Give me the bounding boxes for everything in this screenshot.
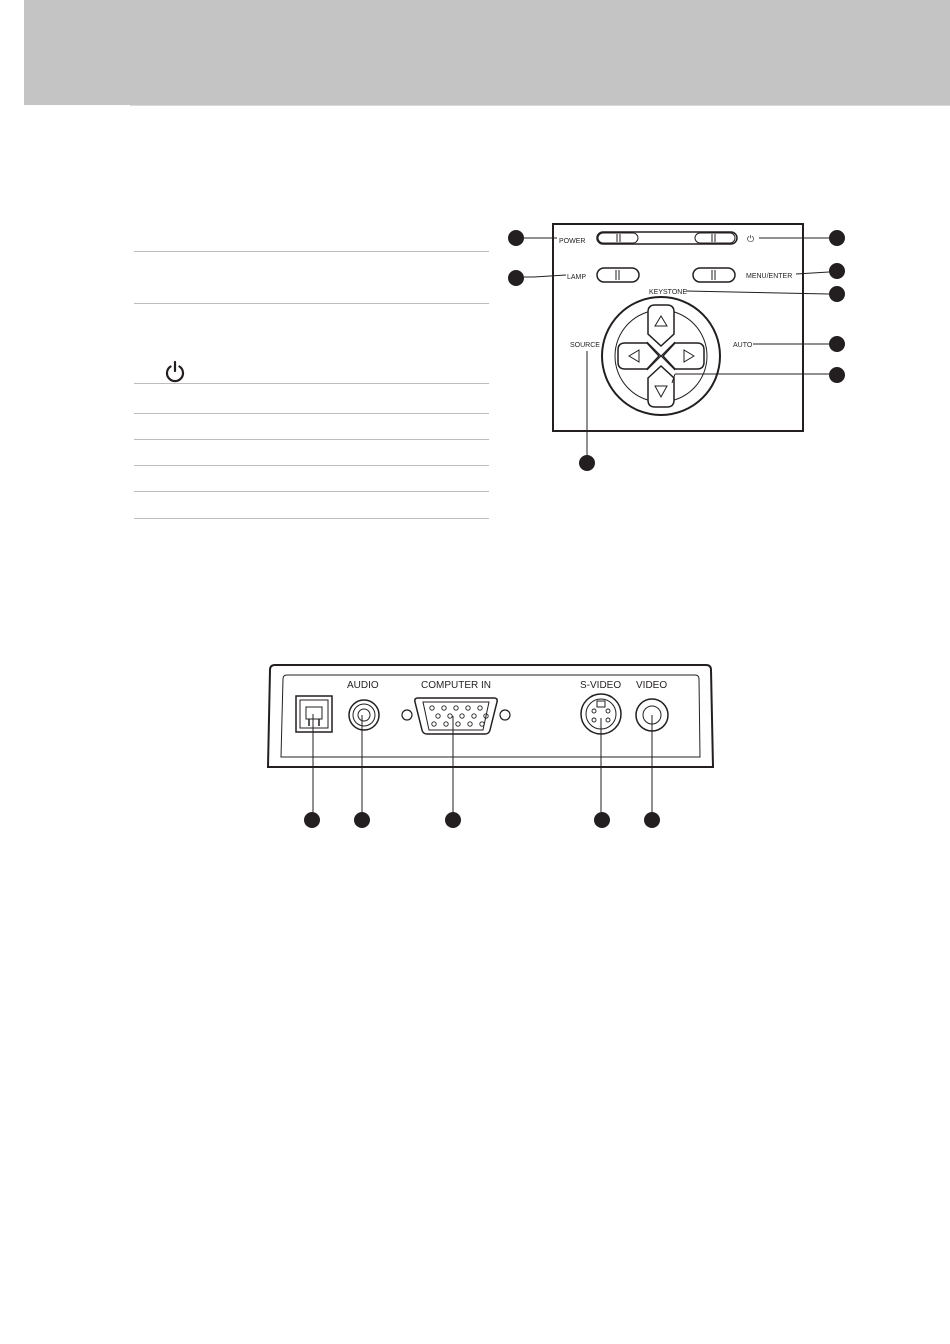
menu-enter-label: MENU/ENTER — [746, 273, 793, 280]
power-label: POWER — [559, 238, 586, 245]
lamp-label: LAMP — [567, 274, 587, 281]
s-video-label: S-VIDEO — [580, 680, 622, 691]
callout-dot — [445, 812, 461, 828]
callout-dot — [594, 812, 610, 828]
keystone-label: KEYSTONE — [649, 289, 687, 296]
audio-label: AUDIO — [347, 680, 379, 691]
power-indicator-label: ⏻ — [747, 235, 755, 245]
usb-port[interactable] — [296, 696, 332, 732]
source-label: SOURCE — [570, 342, 600, 349]
audio-jack[interactable] — [349, 700, 379, 730]
callout-dot — [354, 812, 370, 828]
video-label: VIDEO — [636, 680, 668, 691]
computer-in-label: COMPUTER IN — [421, 680, 491, 691]
callout-dot — [644, 812, 660, 828]
auto-label: AUTO — [733, 342, 753, 349]
callout-dot — [304, 812, 320, 828]
